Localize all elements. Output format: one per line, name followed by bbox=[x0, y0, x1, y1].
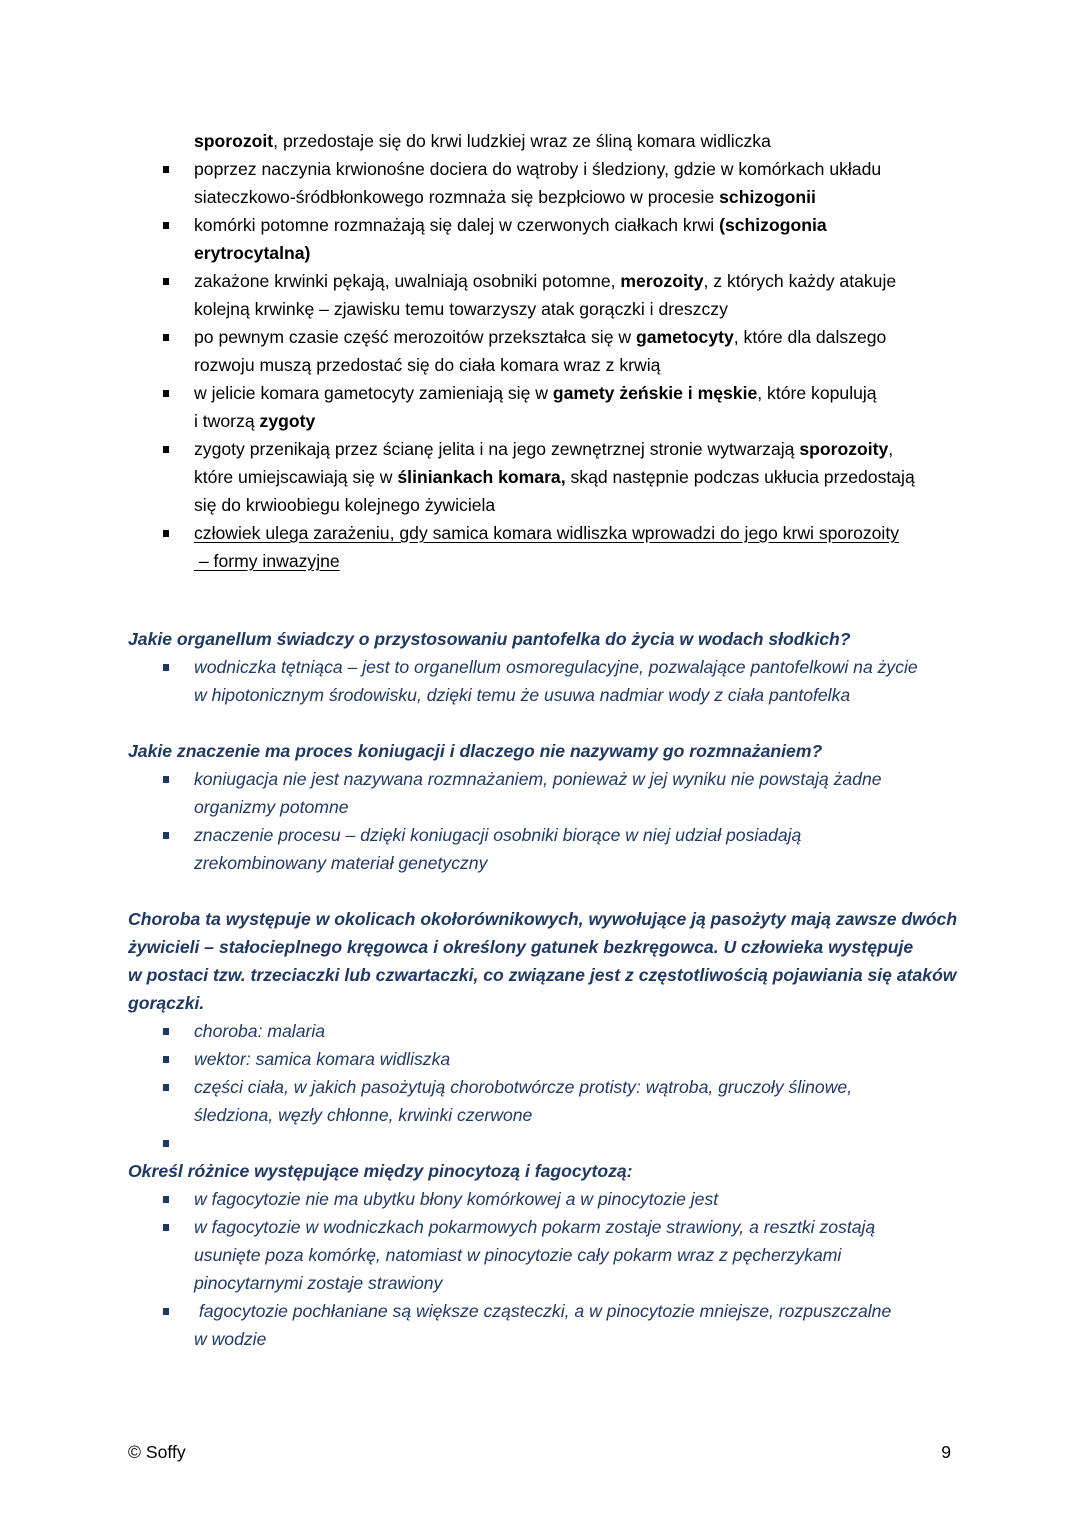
q4-answer-2-line-1: w fagocytozie w wodniczkach pokarmowych pokarm zostaje strawiony, a resztki zostają bbox=[194, 1217, 876, 1237]
bullet-icon bbox=[163, 1308, 169, 1315]
q2-answer-2-line-1: znaczenie procesu – dzięki koniugacji osobniki biorące w niej udział posiadają bbox=[194, 825, 802, 845]
bullet-icon bbox=[163, 1196, 169, 1203]
q4-answer-1: w fagocytozie nie ma ubytku błony komórkowej a w pinocytozie jest bbox=[194, 1189, 719, 1209]
cycle-item-7-line-1: człowiek ulega zarażeniu, gdy samica komara widliszka wprowadzi do jego krwi sporozoity bbox=[194, 523, 900, 543]
cycle-intro-line bbox=[194, 127, 1080, 155]
bullet-icon bbox=[163, 1056, 169, 1063]
cycle-item-5-line-2: i tworzą zygoty bbox=[194, 411, 316, 431]
q1-answer-line-1: wodniczka tętniąca – jest to organellum osmoregulacyjne, pozwalające pantofelkowi na życie bbox=[194, 657, 918, 677]
q1-answer-line-2: w hipotonicznym środowisku, dzięki temu że usuwa nadmiar wody z ciała pantofelka bbox=[194, 685, 851, 705]
q4-answer-2-line-3: pinocytarnymi zostaje strawiony bbox=[194, 1273, 443, 1293]
cycle-item-3-line-2: kolejną krwinkę – zjawisku temu towarzyszy atak gorączki i dreszczy bbox=[194, 299, 728, 319]
bullet-icon bbox=[163, 1224, 169, 1231]
bullet-icon bbox=[163, 1028, 169, 1035]
bullet-icon bbox=[163, 222, 169, 229]
q2-answer-2-line-2: zrekombinowany materiał genetyczny bbox=[194, 853, 488, 873]
page-number: 9 bbox=[941, 1442, 951, 1462]
bullet-icon bbox=[163, 278, 169, 285]
q3-answer-body-parts-line-2: śledziona, węzły chłonne, krwinki czerwone bbox=[194, 1105, 533, 1125]
cycle-item-2-line-1: komórki potomne rozmnażają się dalej w czerwonych ciałkach krwi (schizogonia bbox=[194, 215, 827, 235]
cycle-item-6-line-1: zygoty przenikają przez ścianę jelita i na jego zewnętrznej stronie wytwarzają sporozoity, bbox=[194, 439, 894, 459]
cycle-item-6-line-2: które umiejscawiają się w śliniankach komara, skąd następnie podczas ukłucia przedostają bbox=[194, 467, 915, 487]
question-1: Jakie organellum świadczy o przystosowaniu pantofelka do życia w wodach słodkich? bbox=[128, 629, 851, 649]
q2-answer-1-line-1: koniugacja nie jest nazywana rozmnażaniem, ponieważ w jej wyniku nie powstają żadne bbox=[194, 769, 882, 789]
cycle-intro-text: , przedostaje się do krwi ludzkiej wraz ze śliną komara widliczka bbox=[273, 131, 771, 151]
bullet-icon bbox=[163, 832, 169, 839]
cycle-item-2-line-2: erytrocytalna) bbox=[194, 243, 311, 263]
bullet-icon bbox=[163, 530, 169, 537]
bullet-icon bbox=[163, 1084, 169, 1091]
bullet-icon bbox=[163, 664, 169, 671]
cycle-item-3-line-1: zakażone krwinki pękają, uwalniają osobniki potomne, merozoity, z których każdy atakuje bbox=[194, 271, 897, 291]
q4-answer-3-line-2: w wodzie bbox=[194, 1329, 267, 1349]
bullet-icon bbox=[163, 334, 169, 341]
cycle-item-6-line-3: się do krwioobiegu kolejnego żywiciela bbox=[194, 495, 496, 515]
question-4: Określ różnice występujące między pinocytozą i fagocytozą: bbox=[128, 1161, 633, 1181]
footer-copyright: © Soffy bbox=[128, 1442, 186, 1462]
question-3-line-4: gorączki. bbox=[128, 993, 205, 1013]
cycle-item-4-line-1: po pewnym czasie część merozoitów przekształca się w gametocyty, które dla dalszego bbox=[194, 327, 887, 347]
cycle-item-1-line-2: siateczkowo-śródbłonkowego rozmnaża się bezpłciowo w procesie schizogonii bbox=[194, 187, 816, 207]
q3-answer-disease: choroba: malaria bbox=[194, 1021, 326, 1041]
q3-answer-vector: wektor: samica komara widliszka bbox=[194, 1049, 451, 1069]
question-3-line-1: Choroba ta występuje w okolicach okołorównikowych, wywołujące ją pasożyty mają zawsze dwóch bbox=[128, 909, 958, 929]
bullet-icon bbox=[163, 390, 169, 397]
cycle-item-4-line-2: rozwoju muszą przedostać się do ciała komara wraz z krwią bbox=[194, 355, 661, 375]
cycle-item-7-line-2: – formy inwazyjne bbox=[194, 551, 340, 571]
q3-answer-body-parts-line-1: części ciała, w jakich pasożytują chorobotwórcze protisty: wątroba, gruczoły ślinowe, bbox=[194, 1077, 853, 1097]
question-2: Jakie znaczenie ma proces koniugacji i dlaczego nie nazywamy go rozmnażaniem? bbox=[128, 741, 823, 761]
question-3-line-2: żywicieli – stałocieplnego kręgowca i określony gatunek bezkręgowca. U człowieka występuje bbox=[128, 937, 914, 957]
question-3-line-3: w postaci tzw. trzeciaczki lub czwartaczki, co związane jest z częstotliwością pojawiania się ataków bbox=[128, 965, 957, 985]
cycle-item-5-line-1: w jelicie komara gametocyty zamieniają się w gamety żeńskie i męskie, które kopulują bbox=[194, 383, 877, 403]
term-sporozoit: sporozoit bbox=[194, 131, 274, 151]
q4-answer-3-line-1: fagocytozie pochłaniane są większe cząsteczki, a w pinocytozie mniejsze, rozpuszczalne bbox=[194, 1301, 892, 1321]
bullet-icon bbox=[163, 1140, 169, 1147]
cycle-item-1-line-1: poprzez naczynia krwionośne dociera do wątroby i śledziony, gdzie w komórkach układu bbox=[194, 159, 882, 179]
bullet-icon bbox=[163, 166, 169, 173]
bullet-icon bbox=[163, 776, 169, 783]
q4-answer-2-line-2: usunięte poza komórkę, natomiast w pinocytozie cały pokarm wraz z pęcherzykami bbox=[194, 1245, 842, 1265]
q2-answer-1-line-2: organizmy potomne bbox=[194, 797, 349, 817]
bullet-icon bbox=[163, 446, 169, 453]
